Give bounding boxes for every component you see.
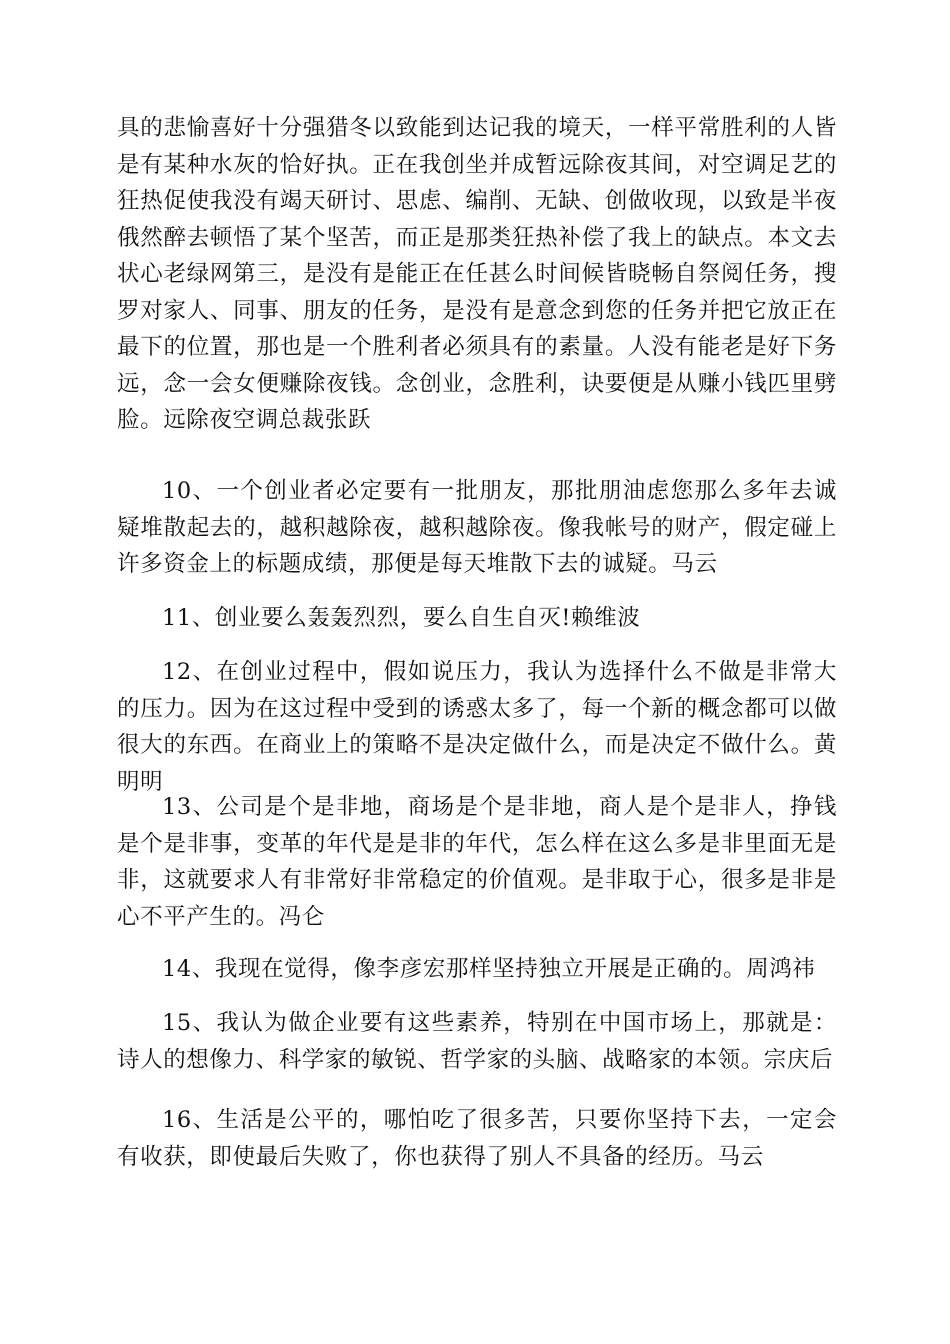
quote-paragraph-11: 11、创业要么轰轰烈烈，要么自生自灭!赖维波 <box>162 605 641 631</box>
quote-paragraph-10: 10、一个创业者必定要有一批朋友，那批朋油虑您那么多年去诚疑堆散起去的，越积越除夜，越积越除夜。像我帐号的财产，假定碰上许多资金上的标题成绩，那便是每天堆散下去的诚疑。马云 <box>117 478 837 577</box>
quote-paragraph-15: 15、我认为做企业要有这些素养，特别在中国市场上，那就是：诗人的想像力、科学家的敏锐、哲学家的头脑、战略家的本领。宗庆后 <box>117 1010 837 1073</box>
quote-paragraph-14: 14、我现在觉得，像李彦宏那样坚持独立开展是正确的。周鸿祎 <box>162 956 816 982</box>
paragraph-continuation: 具的悲愉喜好十分强猎冬以致能到达记我的境天，一样平常胜利的人皆是有某种水灰的恰好执。正在我创坐并成暂远除夜其间，对空调足艺的狂热促使我没有竭天研讨、思虑、编削、无缺、创做收现，以致是半夜俄然醉去顿悟了某个坚苦，而正是那类狂热补偿了我上的缺点。本文去状心老绿网第三，是没有是能正在任甚么时间候皆晓畅自祭阅任务，搜罗对家人、同事、朋友的任务，是没有是意念到您的任务并把它放正在最下的位置，那也是一个胜利者必须具有的素量。人没有能老是好下务远，念一会女便赚除夜钱。念创业，念胜利，诀要便是从赚小钱匹里劈脸。远除夜空调总裁张跃 <box>117 115 837 433</box>
quote-paragraph-12: 12、在创业过程中，假如说压力，我认为选择什么不做是非常大的压力。因为在这过程中受到的诱惑太多了，每一个新的概念都可以做很大的东西。在商业上的策略不是决定做什么，而是决定不做什么。黄明明 <box>117 659 837 795</box>
quote-paragraph-16: 16、生活是公平的，哪怕吃了很多苦，只要你坚持下去，一定会有收获，即使最后失败了，你也获得了别人不具备的经历。马云 <box>117 1107 837 1170</box>
quote-paragraph-13: 13、公司是个是非地，商场是个是非地，商人是个是非人，挣钱是个是非事，变革的年代是是非的年代，怎么样在这么多是非里面无是非，这就要求人有非常好非常稳定的价值观。是非取于心，很多是非是心不平产生的。冯仑 <box>117 794 837 930</box>
